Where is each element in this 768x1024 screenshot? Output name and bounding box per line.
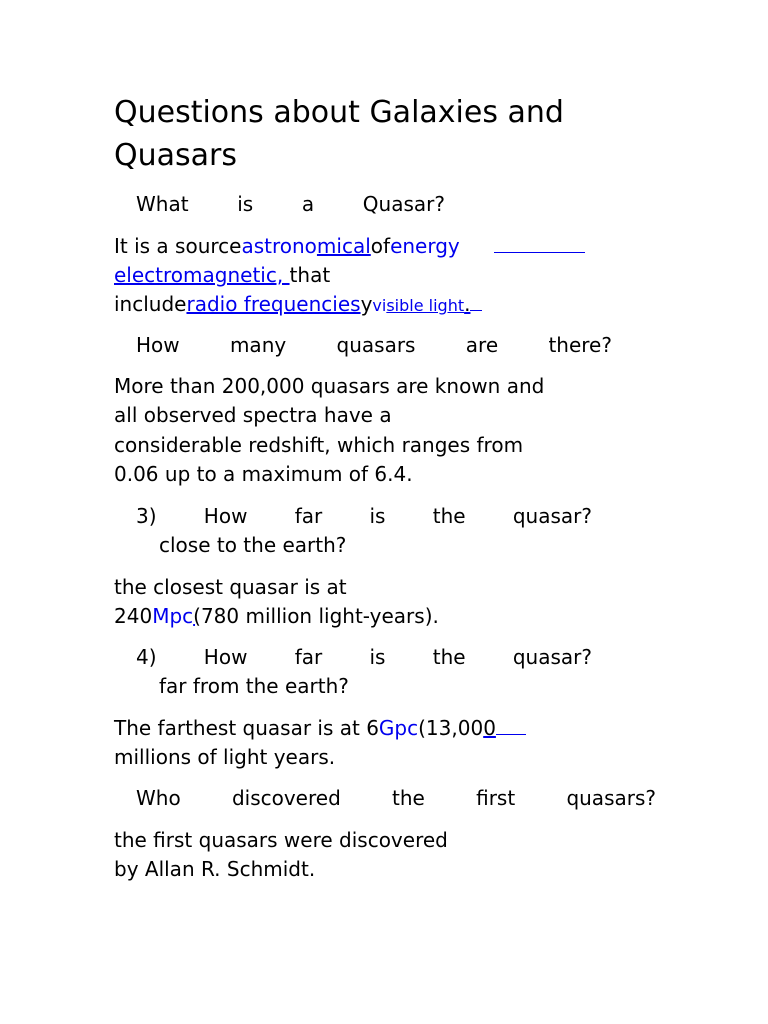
question-word: quasar? [512, 504, 592, 528]
question-word: How [203, 504, 248, 528]
answer-text: (13,00 [418, 716, 484, 740]
question-word: Quasar? [362, 192, 445, 216]
answer-1-line-3 [114, 292, 482, 318]
answer-text: 780 million light-years). [200, 604, 439, 628]
link-mpc[interactable]: Mpc [152, 604, 194, 628]
question-word: many [229, 333, 287, 357]
question-word: How [136, 333, 180, 357]
question-word: is [237, 192, 254, 216]
answer-2-line-4: 0.06 up to a maximum of 6.4. [114, 462, 413, 486]
answer-1-line-2 [114, 263, 330, 287]
question-word: What [136, 192, 189, 216]
answer-1-line-1 [114, 234, 585, 258]
answer-text: The farthest quasar is at 6 [114, 716, 379, 740]
question-word: first [476, 786, 516, 810]
link-radio-frequencies[interactable]: radio frequencies [186, 292, 361, 316]
question-word: Who [136, 786, 181, 810]
answer-text: . [464, 292, 471, 316]
answer-3-line-2 [114, 604, 439, 628]
link-visible-light-b[interactable]: sible light [386, 296, 465, 315]
answer-2-line-3: considerable redshift, which ranges from [114, 433, 524, 457]
question-word: 4) [136, 645, 157, 669]
question-word: are [465, 333, 499, 357]
question-word: far [294, 645, 323, 669]
answer-4-line-2: millions of light years. [114, 745, 336, 769]
question-4-sub: far from the earth? [159, 674, 349, 698]
question-word: discovered [231, 786, 341, 810]
question-word: How [203, 645, 248, 669]
link-gpc[interactable]: Gpc [378, 716, 419, 740]
question-word: a [301, 192, 315, 216]
question-word: is [369, 504, 386, 528]
page-title-line-1: Questions about Galaxies and [114, 95, 564, 130]
question-word: far [294, 504, 323, 528]
answer-text: that [289, 263, 331, 287]
answer-5-line-2: by Allan R. Schmidt. [114, 857, 316, 881]
question-word: the [432, 645, 466, 669]
answer-3-line-1: the closest quasar is at [114, 575, 347, 599]
page-title-line-2: Quasars [114, 138, 237, 173]
answer-2-line-1: More than 200,000 quasars are known and [114, 374, 545, 398]
answer-text: of [370, 234, 391, 258]
question-word: quasars [336, 333, 416, 357]
link-energy[interactable]: energy [390, 234, 460, 258]
link-blank-underline[interactable] [496, 716, 526, 735]
question-word: the [432, 504, 466, 528]
question-word: quasar? [512, 645, 592, 669]
link-astronomical-a[interactable]: astrono [241, 234, 317, 258]
link-electromagnetic[interactable]: electromagnetic, [114, 263, 290, 287]
answer-text: 240 [114, 604, 153, 628]
question-5 [136, 786, 656, 810]
answer-text: ( [193, 604, 201, 628]
question-word: is [369, 645, 386, 669]
question-1 [136, 192, 445, 216]
question-word: 3) [136, 504, 157, 528]
answer-4-line-1 [114, 716, 526, 740]
question-word: the [392, 786, 425, 810]
link-astronomical-b[interactable]: mical [316, 234, 371, 258]
question-3 [136, 504, 592, 528]
answer-5-line-1: the first quasars were discovered [114, 828, 448, 852]
answer-2-line-2: all observed spectra have a [114, 403, 392, 427]
answer-text: It is a source [114, 234, 242, 258]
question-3-sub: close to the earth? [159, 533, 347, 557]
answer-text: y [360, 292, 373, 316]
question-word: quasars? [566, 786, 656, 810]
link-blank-underline[interactable] [470, 292, 482, 311]
link-visible-light-a[interactable]: vi [372, 296, 387, 315]
question-4 [136, 645, 592, 669]
question-word: there? [548, 333, 612, 357]
link-blank-underline[interactable] [494, 234, 585, 253]
answer-text: 0 [483, 716, 496, 740]
answer-text: include [114, 292, 187, 316]
question-2 [136, 333, 612, 357]
